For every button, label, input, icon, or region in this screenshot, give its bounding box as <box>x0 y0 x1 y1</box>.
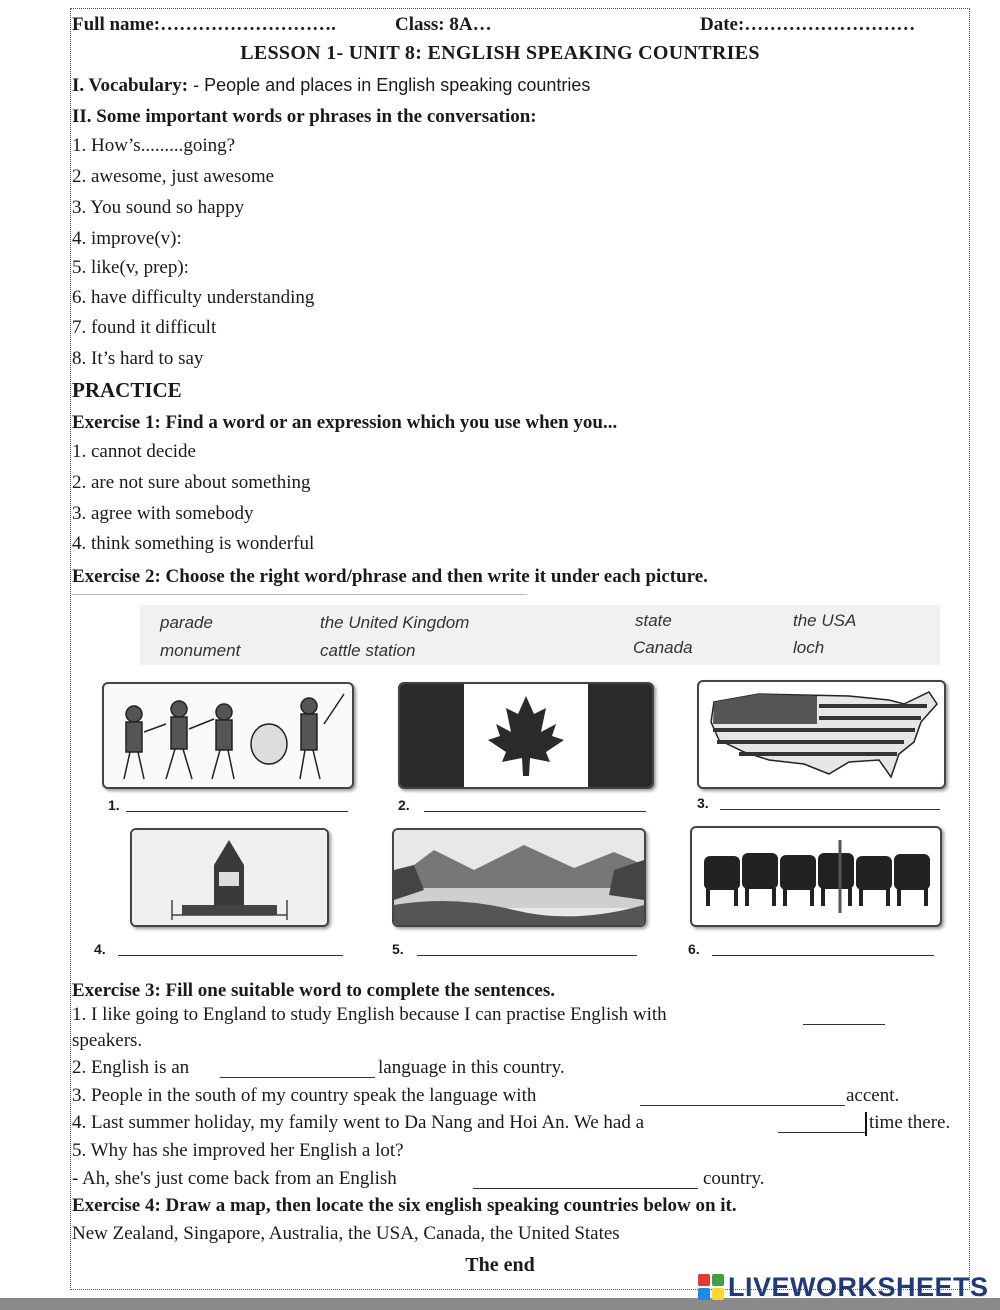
phrase-item: 3. You sound so happy <box>72 197 245 218</box>
answer-blank[interactable] <box>640 1105 845 1106</box>
picture-label: 6. <box>688 941 700 957</box>
answer-blank[interactable] <box>118 955 343 956</box>
exercise-1-item: 1. cannot decide <box>72 441 196 462</box>
exercise-1-item: 3. agree with somebody <box>72 503 254 524</box>
liveworksheets-icon <box>698 1274 724 1300</box>
loch-picture <box>392 828 646 927</box>
exercise-4-heading: Exercise 4: Draw a map, then locate the six english speaking countries below on it. <box>72 1195 737 1216</box>
date-label: Date:……………………… <box>700 14 916 35</box>
exercise-1-item: 2. are not sure about something <box>72 472 311 493</box>
phrase-item: 1. How’s.........going? <box>72 135 236 156</box>
picture-label: 4. <box>94 941 106 957</box>
answer-blank[interactable] <box>126 811 348 812</box>
usa-flag-map-icon <box>699 682 944 787</box>
divider <box>72 594 527 595</box>
sentence-4-end: time there. <box>869 1112 951 1133</box>
answer-blank[interactable] <box>220 1077 375 1078</box>
liveworksheets-logo[interactable] <box>698 1270 989 1304</box>
exercise-1-item: 4. think something is wonderful <box>72 533 315 554</box>
phrase-item: 5. like(v, prep): <box>72 257 189 278</box>
word-option: the United Kingdom <box>320 613 470 632</box>
word-option: the USA <box>793 611 857 630</box>
answer-blank[interactable] <box>417 955 637 956</box>
exercise-2-heading: Exercise 2: Choose the right word/phrase and then write it under each picture. <box>72 566 708 587</box>
word-option: state <box>635 611 672 630</box>
sentence-2-end: language in this country. <box>378 1057 565 1078</box>
practice-heading: PRACTICE <box>72 378 182 402</box>
logo-text: LIVEWORKSHEETS <box>728 1271 989 1302</box>
answer-blank[interactable] <box>424 811 646 812</box>
sentence-5-answer-start: - Ah, she's just come back from an English <box>72 1168 397 1189</box>
sentence-1: 1. I like going to England to study English because I can practise English with <box>72 1004 667 1025</box>
the-end-text: The end <box>465 1254 535 1276</box>
lesson-title: LESSON 1- UNIT 8: ENGLISH SPEAKING COUNTRIES <box>240 42 760 64</box>
exercise-1-heading: Exercise 1: Find a word or an expression which you use when you... <box>72 412 618 433</box>
vocabulary-line <box>72 74 590 97</box>
exercise-4-text: New Zealand, Singapore, Australia, the USA, Canada, the United States <box>72 1223 620 1244</box>
phrase-item: 6. have difficulty understanding <box>72 287 315 308</box>
answer-blank[interactable] <box>778 1132 866 1133</box>
answer-blank[interactable] <box>712 955 934 956</box>
word-option: monument <box>160 641 241 660</box>
answer-blank[interactable] <box>473 1188 698 1189</box>
word-option: parade <box>160 613 213 632</box>
picture-label: 5. <box>392 941 404 957</box>
sentence-5-answer-end: country. <box>703 1168 765 1189</box>
maple-leaf-icon <box>400 684 652 787</box>
sentence-1-end: speakers. <box>72 1030 143 1051</box>
sentence-3-start: 3. People in the south of my country speak the language with <box>72 1085 537 1106</box>
vocabulary-text: - People and places in English speaking countries <box>188 75 591 95</box>
monument-picture <box>130 828 329 927</box>
answer-blank[interactable] <box>720 809 940 810</box>
phrase-item: 4. improve(v): <box>72 228 182 249</box>
phrase-item: 8. It’s hard to say <box>72 348 204 369</box>
phrases-heading: II. Some important words or phrases in the conversation: <box>72 106 537 127</box>
sentence-3-end: accent. <box>846 1085 900 1106</box>
vocabulary-heading: I. Vocabulary: <box>72 75 189 96</box>
lake-icon <box>394 830 644 925</box>
picture-label: 3. <box>697 795 709 811</box>
answer-blank[interactable] <box>803 1024 885 1025</box>
cattle-icon <box>692 828 940 925</box>
phrase-item: 7. found it difficult <box>72 317 217 338</box>
exercise-3-heading: Exercise 3: Fill one suitable word to complete the sentences. <box>72 980 556 1001</box>
picture-label: 1. <box>108 797 120 813</box>
parade-picture <box>102 682 354 789</box>
full-name-label: Full name:………………………. <box>72 14 336 35</box>
word-option: cattle station <box>320 641 416 660</box>
phrase-item: 2. awesome, just awesome <box>72 166 275 187</box>
usa-map-picture <box>697 680 946 789</box>
monument-icon <box>132 830 327 925</box>
word-option: Canada <box>633 638 693 657</box>
text-cursor <box>865 1112 867 1136</box>
sentence-2-start: 2. English is an <box>72 1057 190 1078</box>
picture-label: 2. <box>398 797 410 813</box>
sentence-5: 5. Why has she improved her English a lot? <box>72 1140 404 1161</box>
parade-icon <box>104 684 352 787</box>
class-label: Class: 8A… <box>395 14 492 35</box>
canada-flag-picture <box>398 682 654 789</box>
cattle-picture <box>690 826 942 927</box>
word-option: loch <box>793 638 825 657</box>
sentence-4-start: 4. Last summer holiday, my family went to Da Nang and Hoi An. We had a <box>72 1112 645 1133</box>
